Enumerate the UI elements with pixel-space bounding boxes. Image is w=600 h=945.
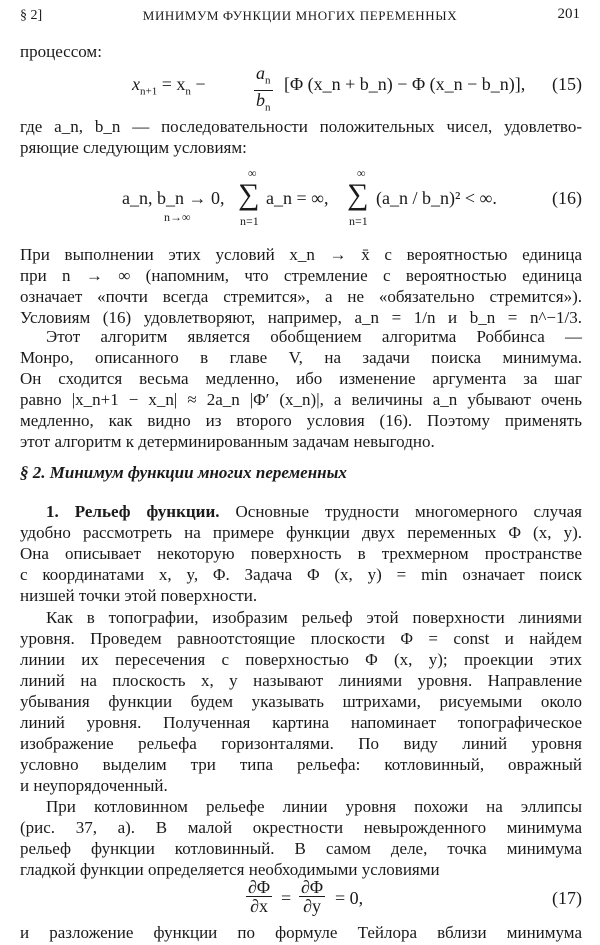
text-line: (рис. 37, а). В малой окрестности невырожденного минимума (20, 818, 582, 837)
eq17-den1: ∂x (250, 896, 268, 916)
text-line: гладкой функции определяется необходимыми условиями (20, 860, 440, 879)
eq17-den2: ∂y (303, 896, 321, 916)
eq15-mid-sub: n (185, 85, 191, 98)
text-line: условно выделим три типа рельефа: котловинный, овражный (20, 755, 582, 774)
text-line: с координатами x, y, Φ. Задача Φ (x, y) = min означает поиск (20, 565, 582, 584)
equation-16 (0, 164, 600, 238)
eq17-fraction-1 (246, 878, 272, 915)
text-line: линий уровня. Полученная картина напоминает топографическое (20, 713, 582, 732)
text-line: этот алгоритм к детерминированным задачам невыгодно. (20, 432, 435, 451)
eq16-sum1-bottom: n=1 (240, 214, 259, 228)
text-line: при n → ∞ (напомним, что стремление с вероятностью единица (20, 266, 582, 285)
text-line: удобно рассмотреть на примере функции двух переменных Φ (x, y). (20, 523, 582, 542)
text-line: Этот алгоритм является обобщением алгоритма Роббинса — (46, 327, 582, 346)
text-line: ряющие следующим условиям: (20, 138, 247, 157)
sum-icon: ∑ (238, 178, 260, 211)
text-line: Он сходится весьма медленно, ибо изменение аргумента за шаг (20, 369, 582, 388)
text-line: Монро, описанного в главе V, на задачи поиска минимума. (20, 348, 582, 367)
running-header (0, 4, 600, 28)
eq15-fraction (254, 64, 273, 116)
text-line: где a_n, b_n — последовательности положительных чисел, удовлетво- (20, 117, 582, 136)
subsection-title: 1. Рельеф функции. (46, 502, 220, 521)
text-line: При выполнении этих условий x_n → x̄ с вероятностью единица (20, 245, 582, 264)
text-line: и неупорядоченный. (20, 776, 168, 795)
text-line: означает «почти всегда стремится», а не «обязательно стремится»). (20, 287, 582, 306)
text-line: Как в топографии, изобразим рельеф этой поверхности линиями (46, 608, 582, 627)
eq15-lhs: x (132, 74, 140, 94)
text-line: Условиям (16) удовлетворяют, например, a_n = 1/n и b_n = n^−1/3. (20, 308, 582, 327)
eq16-sum1-body: a_n = ∞, (266, 188, 329, 208)
eq16-sum1-top: ∞ (248, 166, 257, 180)
eq16-sum2-top: ∞ (357, 166, 366, 180)
subsection-first-line: Основные трудности многомерного случая (235, 502, 583, 521)
sum-icon: ∑ (347, 178, 369, 211)
eq16-sum2-bottom: n=1 (349, 214, 368, 228)
eq16-part1-sub: n→∞ (164, 210, 191, 224)
text-line: рельеф функции котловинный. В самом деле, точка минимума (20, 839, 582, 858)
text-line: Она описывает некоторую поверхность в трехмерном пространстве (20, 544, 582, 563)
text-line: уровня. Проведем равноотстоящие плоскости Φ = const и найдем (20, 629, 582, 648)
text-line: линий на плоскость x, y называют линиями уровня. Направление (20, 671, 582, 690)
eq17-fraction-2 (299, 878, 325, 915)
eq15-lhs-sub: n+1 (140, 85, 158, 98)
eq15-frac-den: b (256, 89, 265, 110)
eq16-number: (16) (552, 188, 582, 208)
eq15-frac-num-sub: n (265, 74, 271, 87)
text-line (46, 501, 582, 522)
eq17-num2: ∂Φ (301, 877, 324, 897)
text-line: убывания функции будем указывать штрихами, рисуемыми около (20, 692, 582, 711)
header-section: § 2] (20, 8, 43, 23)
running-title: МИНИМУМ ФУНКЦИИ МНОГИХ ПЕРЕМЕННЫХ (142, 8, 458, 23)
text-line: При котловинном рельефе линии уровня похожи на эллипсы (46, 797, 582, 816)
eq15-frac-den-sub: n (265, 101, 271, 114)
eq17-num1: ∂Φ (248, 877, 271, 897)
eq16-sum2-body: (a_n / b_n)² < ∞. (376, 188, 497, 208)
text-line: линии их пересечения с поверхностью Φ (x, y); проекции этих (20, 650, 582, 669)
text-line: и разложение функции по формуле Тейлора вблизи минимума (20, 923, 582, 942)
eq17-number: (17) (552, 888, 582, 908)
text-line: низшей точки этой поверхности. (20, 586, 258, 605)
eq15-rest: [Φ (x_n + b_n) − Φ (x_n − b_n)], (284, 74, 526, 94)
text-line: изображение рельефа горизонталями. По виду линий уровня (20, 734, 582, 753)
eq17-tail: = 0, (335, 888, 364, 908)
eq15-frac-num: a (256, 63, 265, 83)
eq15-minus: − (195, 74, 206, 94)
eq15-mid: = x (161, 74, 186, 94)
equation-17 (0, 878, 600, 922)
text-line: процессом: (20, 42, 102, 61)
eq17-equals: = (281, 888, 292, 908)
page-number: 201 (557, 6, 580, 22)
section-heading: § 2. Минимум функции многих переменных (20, 463, 347, 482)
eq15-number: (15) (552, 74, 582, 94)
text-line: равно |x_n+1 − x_n| ≈ 2a_n |Φ′ (x_n)|, а величины a_n убывают очень (20, 390, 582, 409)
eq16-part1: a_n, b_n → 0, (122, 188, 225, 208)
equation-15 (0, 63, 600, 114)
text-line: медленно, как видно из второго условия (16). Поэтому применять (20, 411, 582, 430)
